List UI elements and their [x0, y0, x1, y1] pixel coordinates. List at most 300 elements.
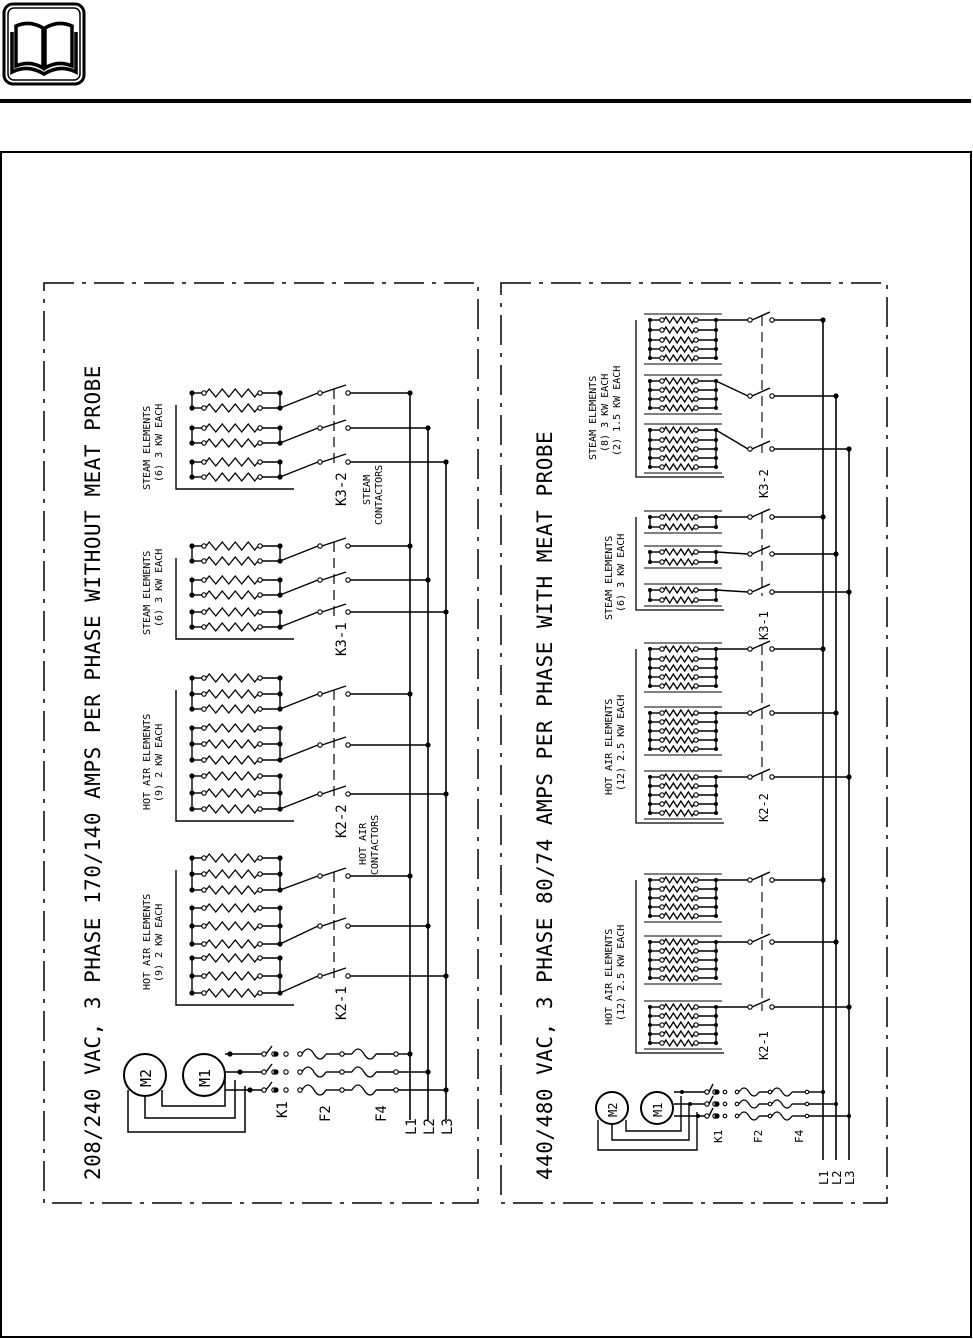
resistor-element: [664, 913, 694, 919]
junction-dot: [189, 923, 194, 928]
junction-dot: [648, 598, 652, 602]
junction-dot: [648, 347, 652, 351]
junction-dot: [714, 456, 718, 460]
junction-dot: [189, 757, 194, 762]
junction-dot: [648, 588, 652, 592]
resistor-element: [206, 608, 258, 616]
contactor-label: K2-1: [757, 1031, 771, 1060]
junction-dot: [847, 1114, 851, 1118]
junction-dot: [648, 397, 652, 401]
junction-dot: [189, 390, 194, 395]
junction-dot: [648, 905, 652, 909]
junction-dot: [714, 793, 718, 797]
junction-dot: [833, 710, 838, 715]
right-hot-air-label-2: [604, 925, 627, 1025]
junction-dot: [189, 474, 194, 479]
junction-dot: [714, 1113, 719, 1118]
svg-text:HOT AIR ELEMENTS: HOT AIR ELEMENTS: [604, 928, 615, 1025]
junction-dot: [189, 887, 194, 892]
resistor-element: [664, 549, 694, 555]
junction-dot: [714, 949, 718, 953]
resistor-element: [664, 446, 694, 452]
resistor-element: [664, 939, 694, 945]
device-label: K1: [712, 1129, 725, 1143]
junction-dot: [189, 624, 194, 629]
junction-dot: [648, 560, 652, 564]
junction-dot: [189, 773, 194, 778]
junction-dot: [648, 379, 652, 383]
junction-dot: [648, 684, 652, 688]
junction-dot: [648, 711, 652, 715]
svg-text:(6) 3 KW EACH: (6) 3 KW EACH: [154, 548, 165, 627]
junction-dot: [189, 741, 194, 746]
junction-dot: [833, 393, 838, 398]
resistor-element: [664, 966, 694, 972]
junction-dot: [277, 675, 282, 680]
junction-dot: [714, 1041, 718, 1045]
junction-dot: [277, 905, 282, 910]
resistor-element: [664, 710, 694, 716]
junction-dot: [846, 774, 851, 779]
junction-dot: [820, 646, 825, 651]
resistor-element: [206, 922, 258, 930]
junction-dot: [648, 356, 652, 360]
junction-dot: [648, 675, 652, 679]
resistor-element: [664, 1031, 694, 1037]
resistor-element: [664, 904, 694, 910]
junction-dot: [714, 976, 718, 980]
resistor-element: [664, 317, 694, 323]
junction-dot: [846, 1004, 851, 1009]
resistor-element: [664, 792, 694, 798]
resistor-element: [664, 355, 694, 361]
motor-label: M2: [606, 1102, 620, 1117]
svg-text:(8) 3 KW EACH: (8) 3 KW EACH: [600, 373, 611, 452]
junction-dot: [277, 425, 282, 430]
fuse: [772, 1100, 792, 1108]
svg-text:STEAM ELEMENTS: STEAM ELEMENTS: [588, 375, 599, 460]
junction-dot: [648, 647, 652, 651]
junction-dot: [277, 773, 282, 778]
junction-dot: [277, 459, 282, 464]
resistor-element: [664, 948, 694, 954]
junction-dot: [833, 551, 838, 556]
resistor-element: [206, 439, 258, 447]
junction-dot: [443, 609, 448, 614]
resistor-element: [664, 774, 694, 780]
junction-dot: [714, 328, 718, 332]
junction-dot: [407, 691, 412, 696]
junction-dot: [714, 738, 718, 742]
device-label: F4: [374, 1105, 390, 1122]
resistor-element: [664, 1022, 694, 1028]
junction-dot: [820, 514, 825, 519]
resistor-element: [664, 514, 694, 520]
resistor-element: [664, 455, 694, 461]
junction-dot: [425, 577, 430, 582]
right-steam-label-1: [588, 366, 623, 460]
resistor-element: [664, 957, 694, 963]
resistor-element: [664, 656, 694, 662]
junction-dot: [648, 729, 652, 733]
junction-dot: [648, 456, 652, 460]
contactor-label: K3-1: [334, 622, 350, 656]
fuse: [739, 1088, 759, 1096]
motor-label: M1: [196, 1068, 214, 1087]
junction-dot: [714, 914, 718, 918]
fuse: [352, 1067, 376, 1077]
resistor-element: [206, 724, 258, 732]
junction-dot: [714, 729, 718, 733]
junction-dot: [189, 955, 194, 960]
left-hot-air-label-1: [142, 714, 165, 810]
left-steam-label-2: [142, 549, 165, 635]
junction-dot: [277, 691, 282, 696]
line-label: L2: [422, 1118, 438, 1135]
svg-text:(9) 2 KW EACH: (9) 2 KW EACH: [154, 903, 165, 982]
junction-dot: [820, 317, 825, 322]
left-hot-air-contactors-label: [358, 815, 381, 875]
junction-dot: [425, 1069, 430, 1074]
resistor-element: [664, 387, 694, 393]
line-label: L2: [830, 1170, 844, 1185]
junction-dot: [648, 958, 652, 962]
left-hot-air-label-2: [142, 894, 165, 990]
svg-text:(2) 1.5 KW EACH: (2) 1.5 KW EACH: [612, 365, 623, 456]
junction-dot: [277, 725, 282, 730]
motor-label: M2: [137, 1068, 155, 1087]
svg-text:CONTACTORS: CONTACTORS: [370, 814, 381, 875]
junction-dot: [714, 802, 718, 806]
resistor-element: [206, 473, 258, 481]
resistor-element: [206, 576, 258, 584]
resistor-element: [206, 404, 258, 412]
device-label: K1: [275, 1101, 291, 1118]
resistor-element: [206, 989, 258, 997]
resistor-element: [206, 557, 258, 565]
resistor-element: [664, 346, 694, 352]
junction-dot: [714, 896, 718, 900]
junction-dot: [648, 914, 652, 918]
junction-dot: [648, 1023, 652, 1027]
junction-dot: [714, 598, 718, 602]
left-steam-label-1: [142, 404, 165, 490]
contactor-label: K2-2: [757, 793, 771, 822]
junction-dot: [820, 877, 825, 882]
junction-dot: [407, 390, 412, 395]
junction-dot: [714, 1014, 718, 1018]
element-bank: [176, 538, 449, 639]
junction-dot: [189, 905, 194, 910]
junction-dot: [648, 940, 652, 944]
junction-dot: [277, 923, 282, 928]
resistor-element: [664, 427, 694, 433]
junction-dot: [443, 1087, 448, 1092]
junction-dot: [189, 855, 194, 860]
junction-dot: [648, 1041, 652, 1045]
junction-dot: [648, 550, 652, 554]
junction-dot: [821, 1090, 825, 1094]
resistor-element: [664, 746, 694, 752]
junction-dot: [189, 806, 194, 811]
line-label: L1: [817, 1170, 831, 1185]
junction-dot: [277, 973, 282, 978]
junction-dot: [714, 905, 718, 909]
resistor-element: [664, 665, 694, 671]
svg-text:(6) 3 KW EACH: (6) 3 KW EACH: [154, 403, 165, 482]
contactor-label: K3-2: [757, 469, 771, 498]
junction-dot: [277, 741, 282, 746]
junction-dot: [648, 793, 652, 797]
junction-dot: [846, 589, 851, 594]
resistor-element: [664, 674, 694, 680]
junction-dot: [714, 1032, 718, 1036]
resistor-element: [206, 674, 258, 682]
junction-dot: [648, 878, 652, 882]
device-label: F2: [752, 1129, 765, 1143]
resistor-element: [206, 591, 258, 599]
resistor-element: [664, 378, 694, 384]
resistor-element: [206, 705, 258, 713]
resistor-element: [206, 424, 258, 432]
junction-dot: [189, 440, 194, 445]
device-label: F2: [318, 1105, 334, 1122]
resistor-element: [206, 690, 258, 698]
resistor-element: [664, 327, 694, 333]
svg-text:HOT AIR ELEMENTS: HOT AIR ELEMENTS: [142, 713, 153, 810]
junction-dot: [648, 1032, 652, 1036]
resistor-element: [206, 886, 258, 894]
junction-dot: [443, 459, 448, 464]
junction-dot: [648, 720, 652, 724]
fuse: [772, 1112, 792, 1120]
resistor-element: [664, 464, 694, 470]
fuse: [302, 1049, 326, 1059]
junction-dot: [648, 976, 652, 980]
resistor-element: [206, 458, 258, 466]
contactor-label: K3-2: [334, 472, 350, 506]
junction-dot: [189, 609, 194, 614]
junction-dot: [648, 438, 652, 442]
junction-dot: [648, 465, 652, 469]
junction-dot: [714, 525, 718, 529]
resistor-element: [664, 810, 694, 816]
element-bank: [176, 385, 449, 489]
fuse: [739, 1100, 759, 1108]
junction-dot: [714, 560, 718, 564]
contactor-label: K3-1: [757, 611, 771, 640]
panel-right: [501, 283, 887, 1203]
junction-dot: [189, 725, 194, 730]
junction-dot: [648, 328, 652, 332]
svg-text:STEAM ELEMENTS: STEAM ELEMENTS: [142, 550, 153, 635]
junction-dot: [648, 738, 652, 742]
resistor-element: [206, 772, 258, 780]
junction-dot: [648, 896, 652, 900]
junction-dot: [273, 1051, 278, 1056]
svg-text:(9) 2 KW EACH: (9) 2 KW EACH: [154, 723, 165, 802]
svg-text:CONTACTORS: CONTACTORS: [374, 464, 385, 525]
junction-dot: [648, 887, 652, 891]
junction-dot: [277, 390, 282, 395]
junction-dot: [714, 657, 718, 661]
svg-text:STEAM: STEAM: [362, 474, 373, 505]
resistor-element: [664, 737, 694, 743]
element-bank: [636, 509, 852, 610]
junction-dot: [648, 318, 652, 322]
resistor-element: [206, 904, 258, 912]
resistor-element: [206, 542, 258, 550]
resistor-element: [206, 870, 258, 878]
resistor-element: [664, 886, 694, 892]
junction-dot: [714, 447, 718, 451]
svg-text:(6) 3 KW EACH: (6) 3 KW EACH: [616, 533, 627, 612]
resistor-element: [664, 1013, 694, 1019]
resistor-element: [664, 975, 694, 981]
junction-dot: [189, 941, 194, 946]
junction-dot: [189, 973, 194, 978]
junction-dot: [714, 784, 718, 788]
junction-dot: [714, 388, 718, 392]
element-bank: [636, 312, 852, 477]
junction-dot: [425, 923, 430, 928]
resistor-element: [664, 1004, 694, 1010]
resistor-element: [206, 389, 258, 397]
junction-dot: [846, 446, 851, 451]
panel-right-title: 440/480 VAC, 3 PHASE 80/74 AMPS PER PHASE WITH MEAT PROBE: [533, 430, 557, 1180]
junction-dot: [648, 811, 652, 815]
junction-dot: [648, 447, 652, 451]
junction-dot: [277, 790, 282, 795]
resistor-element: [664, 337, 694, 343]
junction-dot: [189, 871, 194, 876]
junction-dot: [648, 515, 652, 519]
resistor-element: [664, 783, 694, 789]
junction-dot: [714, 338, 718, 342]
junction-dot: [648, 1014, 652, 1018]
element-bank: [636, 872, 852, 1053]
svg-text:HOT AIR: HOT AIR: [358, 822, 369, 865]
resistor-element: [206, 740, 258, 748]
resistor-element: [664, 524, 694, 530]
junction-dot: [648, 428, 652, 432]
junction-dot: [714, 1089, 719, 1094]
resistor-element: [664, 597, 694, 603]
junction-dot: [189, 459, 194, 464]
svg-text:STEAM ELEMENTS: STEAM ELEMENTS: [604, 535, 615, 620]
junction-dot: [714, 347, 718, 351]
junction-dot: [277, 609, 282, 614]
junction-dot: [189, 706, 194, 711]
resistor-element: [206, 805, 258, 813]
junction-dot: [189, 425, 194, 430]
junction-dot: [273, 1087, 278, 1092]
junction-dot: [277, 577, 282, 582]
junction-dot: [189, 558, 194, 563]
resistor-element: [664, 801, 694, 807]
junction-dot: [714, 666, 718, 670]
junction-dot: [443, 791, 448, 796]
resistor-element: [664, 728, 694, 734]
junction-dot: [714, 887, 718, 891]
junction-dot: [443, 973, 448, 978]
panel-left-title: 208/240 VAC, 3 PHASE 170/140 AMPS PER PHASE WITHOUT MEAT PROBE: [81, 365, 105, 1180]
fuse: [352, 1049, 376, 1059]
resistor-element: [206, 756, 258, 764]
resistor-element: [664, 683, 694, 689]
junction-dot: [648, 338, 652, 342]
panel-right-border: [501, 283, 887, 1203]
right-hot-air-label-1: [604, 695, 627, 795]
junction-dot: [277, 955, 282, 960]
junction-dot: [648, 406, 652, 410]
resistor-element: [206, 954, 258, 962]
resistor-element: [664, 437, 694, 443]
junction-dot: [277, 855, 282, 860]
junction-dot: [273, 1069, 278, 1074]
junction-dot: [714, 675, 718, 679]
junction-dot: [189, 691, 194, 696]
junction-dot: [648, 747, 652, 751]
junction-dot: [407, 543, 412, 548]
junction-dot: [648, 967, 652, 971]
fuse: [772, 1088, 792, 1096]
junction-dot: [189, 990, 194, 995]
svg-text:HOT AIR ELEMENTS: HOT AIR ELEMENTS: [142, 893, 153, 990]
junction-dot: [189, 543, 194, 548]
fuse: [302, 1085, 326, 1095]
junction-dot: [407, 1051, 412, 1056]
motor-label: M1: [651, 1102, 665, 1117]
line-label: L1: [404, 1118, 420, 1135]
junction-dot: [425, 742, 430, 747]
junction-dot: [714, 397, 718, 401]
junction-dot: [714, 684, 718, 688]
junction-dot: [648, 388, 652, 392]
resistor-element: [664, 877, 694, 883]
junction-dot: [714, 811, 718, 815]
junction-dot: [714, 1023, 718, 1027]
left-steam-contactors-label: [362, 465, 385, 525]
device-label: F4: [793, 1129, 806, 1143]
junction-dot: [714, 356, 718, 360]
resistor-element: [664, 1040, 694, 1046]
junction-dot: [648, 775, 652, 779]
junction-dot: [714, 958, 718, 962]
junction-dot: [648, 949, 652, 953]
resistor-element: [206, 972, 258, 980]
junction-dot: [189, 790, 194, 795]
element-bank: [636, 641, 852, 823]
fuse: [739, 1112, 759, 1120]
resistor-element: [206, 789, 258, 797]
junction-dot: [714, 465, 718, 469]
element-bank: [176, 854, 449, 1005]
contactor-label: K2-2: [334, 804, 350, 838]
junction-dot: [189, 577, 194, 582]
resistor-element: [206, 854, 258, 862]
junction-dot: [277, 543, 282, 548]
junction-dot: [425, 425, 430, 430]
junction-dot: [648, 657, 652, 661]
panel-left: [44, 283, 478, 1203]
resistor-element: [206, 623, 258, 631]
resistor-element: [664, 895, 694, 901]
junction-dot: [648, 525, 652, 529]
junction-dot: [189, 675, 194, 680]
junction-dot: [648, 784, 652, 788]
junction-dot: [648, 666, 652, 670]
